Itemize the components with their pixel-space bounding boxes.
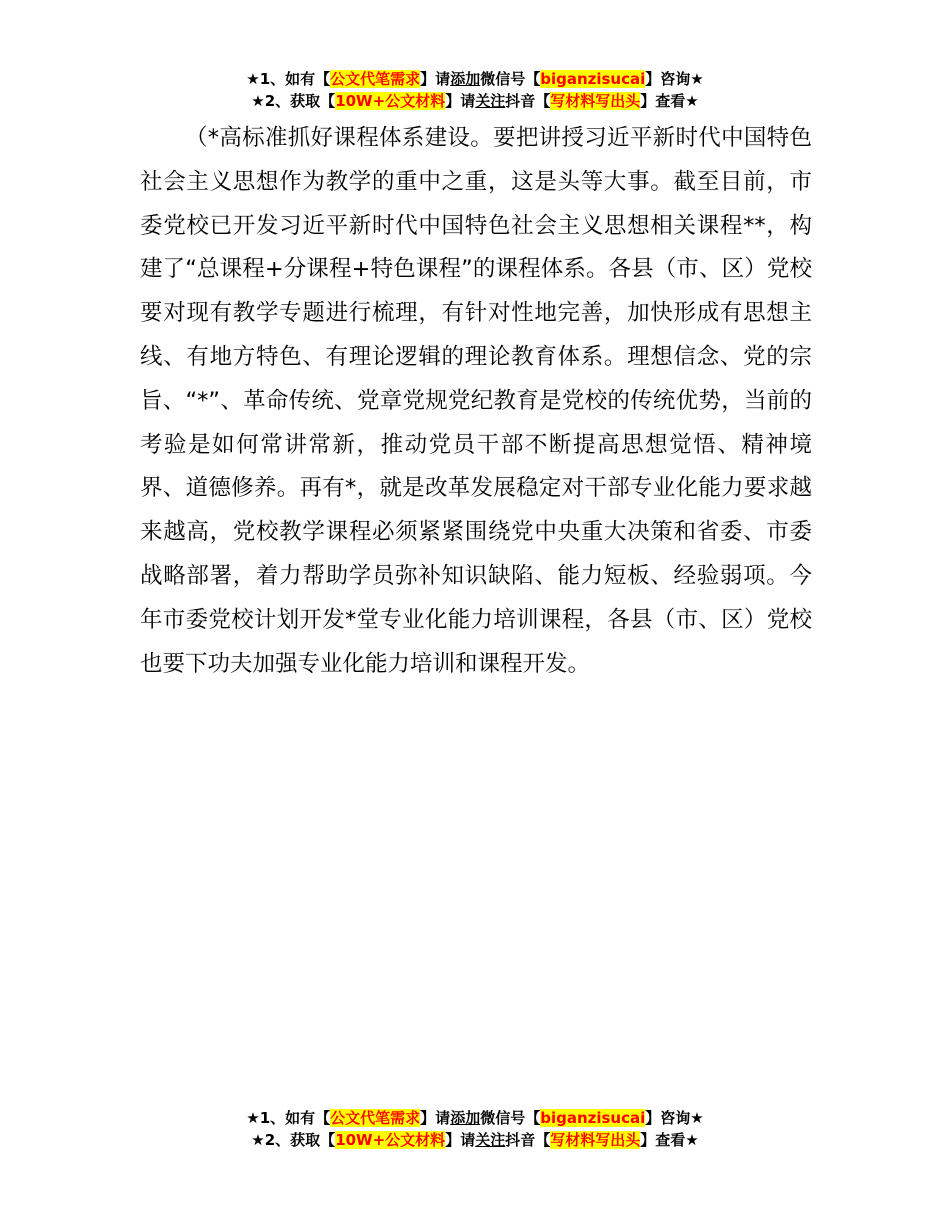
footer-banner	[0, 1107, 950, 1151]
header-line-2-highlight-materials: 10W+公文材料	[335, 92, 446, 110]
header-line-1-highlight-wechat: biganzisucai	[540, 70, 646, 88]
header-line-2-mid: 】请	[445, 92, 476, 110]
header-line-2-mid2: 抖音【	[505, 92, 551, 110]
header-banner	[0, 68, 950, 112]
header-line-2-underline: 关注	[475, 92, 506, 110]
header-line-1-mid2: 微信号【	[480, 70, 541, 88]
footer-line-1-highlight-service: 公文代笔需求	[330, 1109, 421, 1127]
footer-line-1-highlight-wechat: biganzisucai	[540, 1109, 646, 1127]
footer-line-1-underline: 添加	[450, 1109, 481, 1127]
header-line-2	[0, 90, 950, 112]
footer-line-1	[0, 1107, 950, 1129]
footer-line-2-mid2: 抖音【	[505, 1131, 551, 1149]
footer-line-1-mid: 】请	[420, 1109, 451, 1127]
footer-line-1-suffix: 】咨询★	[645, 1109, 704, 1127]
header-line-1-suffix: 】咨询★	[645, 70, 704, 88]
footer-line-2-prefix: ★2、获取【	[251, 1131, 336, 1149]
footer-line-2-mid: 】请	[445, 1131, 476, 1149]
footer-line-1-prefix: ★1、如有【	[246, 1109, 331, 1127]
header-line-1-highlight-service: 公文代笔需求	[330, 70, 421, 88]
footer-line-2-highlight-materials: 10W+公文材料	[335, 1131, 446, 1149]
footer-line-2-suffix: 】查看★	[640, 1131, 699, 1149]
header-line-1-prefix: ★1、如有【	[246, 70, 331, 88]
header-line-1-mid: 】请	[420, 70, 451, 88]
footer-line-1-mid2: 微信号【	[480, 1109, 541, 1127]
header-line-1-underline: 添加	[450, 70, 481, 88]
footer-line-2	[0, 1129, 950, 1151]
footer-line-2-underline: 关注	[475, 1131, 506, 1149]
header-line-2-suffix: 】查看★	[640, 92, 699, 110]
header-line-1	[0, 68, 950, 90]
footer-line-2-highlight-douyin: 写材料写出头	[550, 1131, 641, 1149]
body-paragraph: （*高标准抓好课程体系建设。要把讲授习近平新时代中国特色社会主义思想作为教学的重中之重，这是头等大事。截至目前，市委党校已开发习近平新时代中国特色社会主义思想相关课程**，构建了“总课程+分课程+特色课程”的课程体系。各县（市、区）党校要对现有教学专题进行梳理，有针对性地完善，加快形成有思想主线、有地方特色、有理论逻辑的理论教育体系。理想信念、党的宗旨、“*”、革命传统、党章党规党纪教育是党校的传统优势，当前的考验是如何常讲常新，推动党员干部不断提高思想觉悟、精神境界、道德修养。再有*，就是改革发展稳定对干部专业化能力要求越来越高，党校教学课程必须紧紧围绕党中央重大决策和省委、市委战略部署，着力帮助学员弥补知识缺陷、能力短板、经验弱项。今年市委党校计划开发*堂专业化能力培训课程，各县（市、区）党校也要下功夫加强专业化能力培训和课程开发。	[140, 125, 812, 677]
header-line-2-prefix: ★2、获取【	[251, 92, 336, 110]
header-line-2-highlight-douyin: 写材料写出头	[550, 92, 641, 110]
